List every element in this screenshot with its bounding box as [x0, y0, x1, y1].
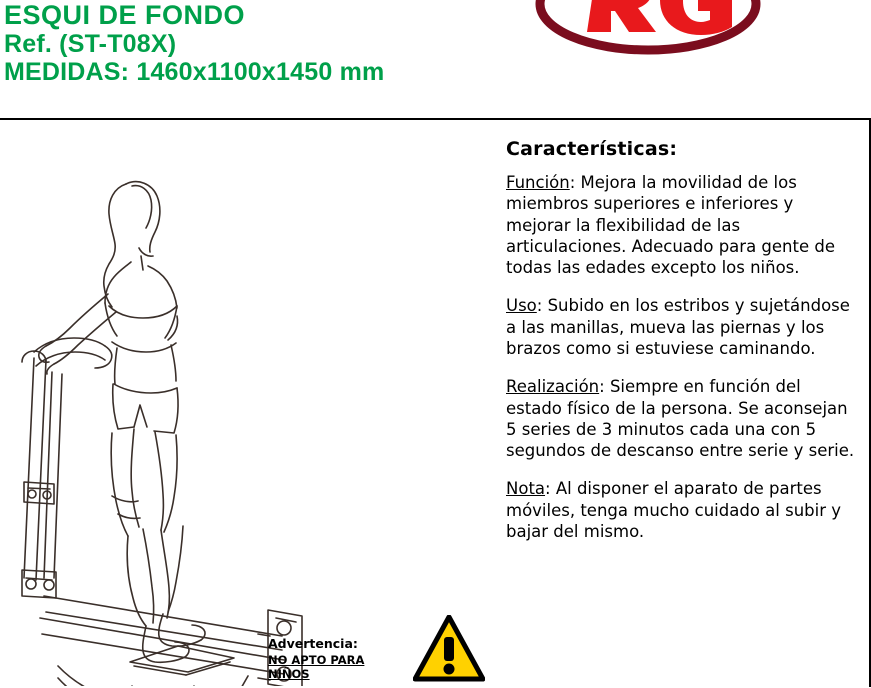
warning-label: Advertencia: [268, 636, 358, 651]
product-dimensions: MEDIDAS: 1460x1100x1450 mm [4, 58, 385, 87]
header-divider [0, 118, 871, 120]
section-realizacion [506, 376, 861, 461]
section-uso [506, 295, 861, 359]
section-nota [506, 478, 861, 542]
title-block [4, 0, 384, 86]
rg-logo [533, 0, 763, 62]
page-header [0, 0, 871, 112]
exclamation-triangle-icon [413, 615, 485, 683]
characteristics-heading: Características: [506, 138, 678, 160]
characteristics-panel [506, 138, 861, 559]
section-nota-body: : Al disponer el aparato de partes móviles, tenga mucho cuidado al subir y bajar del mismo. [506, 479, 842, 541]
section-funcion-body: : Mejora la movilidad de los miembros superiores e inferiores y mejorar la flexibilidad de las articulaciones. Adecuado para gente de todas las edades excepto los niños. [506, 173, 835, 278]
warning-block [268, 596, 478, 686]
product-reference: Ref. (ST-T08X) [4, 30, 177, 59]
warning-sublabel: NO APTO PARA NIÑOS [268, 652, 365, 681]
section-realizacion-lead: Realización [506, 377, 600, 397]
section-uso-lead: Uso [506, 296, 537, 316]
section-funcion [506, 172, 861, 278]
section-realizacion-body: : Siempre en función del estado físico de la persona. Se aconsejan 5 series de 3 minutos cada una con 5 segundos de descanso entre serie y serie. [506, 377, 855, 461]
section-nota-lead: Nota [506, 479, 546, 499]
warning-text [268, 636, 403, 681]
page-title: ESQUI DE FONDO [4, 0, 246, 30]
section-uso-body: : Subido en los estribos y sujetándose a las manillas, mueva las piernas y los brazos como si estuviese caminando. [506, 296, 850, 358]
section-funcion-lead: Función [506, 173, 570, 192]
